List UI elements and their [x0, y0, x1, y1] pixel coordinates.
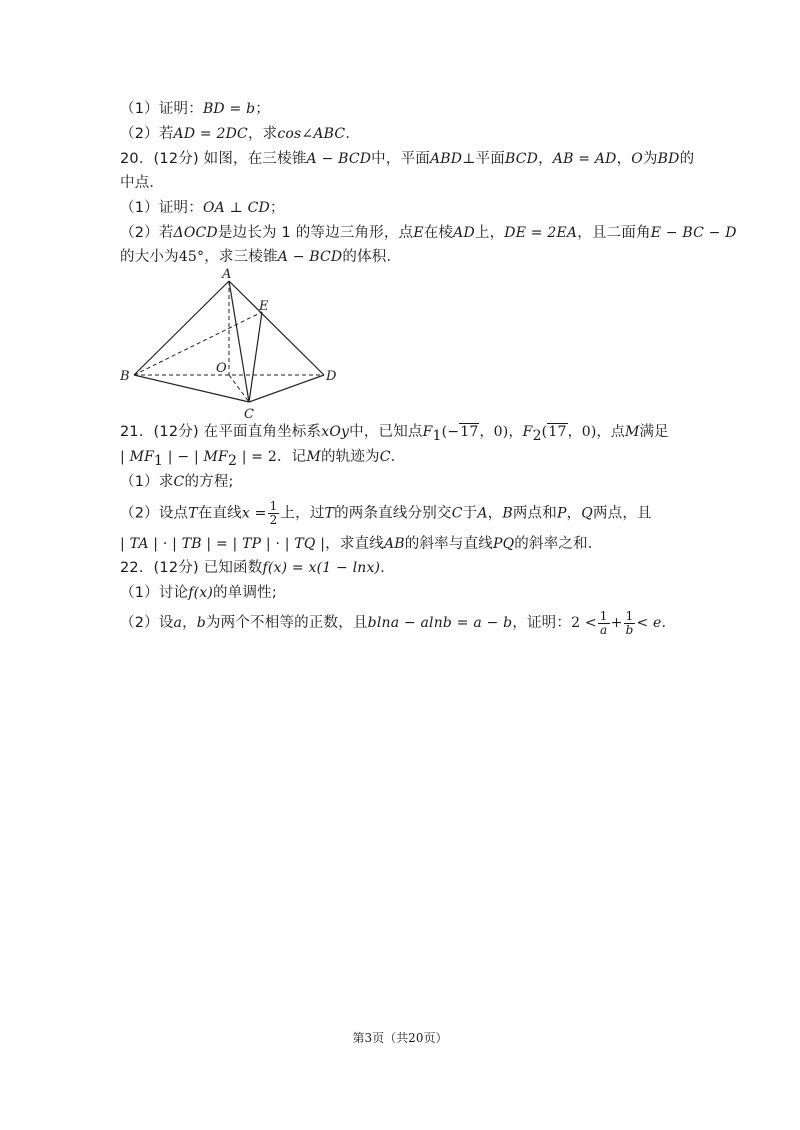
q20-part2: （2）若ΔOCD是边长为 1 的等边三角形，点E在棱AD上，DE = 2EA，且二面角E − BC − D	[120, 225, 737, 241]
edge-AC	[229, 281, 249, 402]
q19-part1: （1）证明：BD = b；	[120, 101, 270, 117]
label-C: C	[244, 407, 254, 422]
label-B: B	[120, 369, 130, 384]
label-E: E	[259, 299, 269, 314]
q20-part2-cont: 的大小为45°，求三棱锥A − BCD的体积．	[120, 249, 402, 265]
q21-part2-cont: | TA | · | TB | = | TP | · | TQ |，求直线AB的斜率与直线PQ的斜率之和．	[120, 536, 603, 552]
page-footer: 第3页（共20页）	[352, 1031, 448, 1045]
edge-CE	[249, 312, 262, 402]
label-A: A	[222, 267, 232, 282]
q20-header-cont: 中点．	[120, 175, 165, 191]
q21-header: 21．(12分) 在平面直角坐标系xOy中，已知点$F_1(-17$，0)，$F_2(17$，0)，点M满足	[120, 424, 669, 444]
fraction-one-half: $\frac{1}{2}$	[269, 499, 278, 527]
edge-AB	[134, 281, 229, 375]
q22-part2: （2）设a，b为两个不相等的正数，且blna − alnb = a − b，证明：2 < $\frac{1}{a}$ + $\frac{1}{b}$ < e．	[120, 608, 677, 637]
sqrt-17: 17	[460, 424, 479, 440]
q21-condition: | $MF_1$ | − | $MF_2$ | = 2．记M的轨迹为C．	[120, 449, 406, 469]
pyramid-figure	[118, 266, 348, 422]
q20-part1: （1）证明：OA ⊥ CD；	[120, 200, 285, 216]
edge-CD	[249, 375, 324, 402]
q22-part1: （1）讨论f(x)的单调性;	[120, 585, 277, 601]
fraction-one-over-b: $\frac{1}{b}$	[625, 608, 634, 637]
sqrt-17: 17	[548, 424, 567, 440]
q22-header: 22．(12分) 已知函数f(x) = x(1 − lnx)．	[120, 560, 395, 576]
label-D: D	[326, 369, 337, 384]
fraction-one-over-a: $\frac{1}{a}$	[599, 608, 608, 637]
q21-part2: （2）设点T在直线x = $\frac{1}{2}$ 上，过T的两条直线分别交C于A，B两点和P，Q两点，且	[120, 499, 652, 527]
edge-BC	[134, 375, 249, 402]
q21-part1: （1）求C的方程;	[120, 474, 234, 490]
label-O: O	[216, 361, 227, 376]
q19-part2: （2）若AD = 2DC，求cos∠ABC．	[120, 126, 361, 142]
edge-AD	[229, 281, 324, 375]
q20-header: 20．(12分) 如图，在三棱锥A − BCD中，平面ABD⊥平面BCD，AB = AD，O为BD的	[120, 151, 695, 167]
